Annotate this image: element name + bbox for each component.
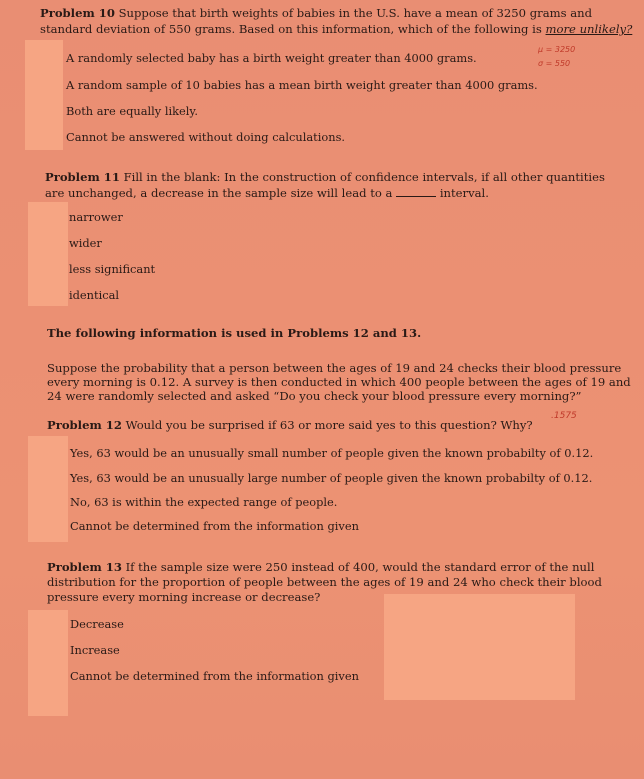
problem-13-line-3: pressure every morning increase or decrease?: [47, 590, 321, 604]
p12-option-c[interactable]: No, 63 is within the expected range of people.: [70, 495, 338, 509]
blank-line: [396, 186, 436, 197]
handwritten-note-p12: .1575: [551, 411, 577, 421]
problem-12-label: Problem 12: [47, 418, 122, 432]
p12-option-b[interactable]: Yes, 63 would be an unusually large number of people given the known probabilty of 0.12.: [70, 471, 593, 485]
problem-11-label: Problem 11: [45, 170, 120, 184]
problem-11-text-1: Fill in the blank: In the construction of confidence intervals, if all other quantities: [123, 170, 605, 184]
problem-10-label: Problem 10: [40, 6, 115, 20]
problem-13-label: Problem 13: [47, 560, 122, 574]
problem-10-line-2: [40, 22, 632, 36]
problem-11-text-2a: are unchanged, a decrease in the sample size will lead to a: [45, 186, 393, 200]
answer-redaction-p10: [25, 40, 63, 150]
problem-10-text-2: standard deviation of 550 grams. Based on this information, which of the following is: [40, 22, 542, 36]
answer-redaction-p13: [28, 610, 68, 716]
p13-option-b[interactable]: Increase: [70, 643, 120, 657]
p12-option-a[interactable]: Yes, 63 would be an unusually small number of people given the known probabilty of 0.12.: [70, 446, 594, 460]
info-heading: The following information is used in Problems 12 and 13.: [47, 326, 422, 340]
p13-option-a[interactable]: Decrease: [70, 617, 124, 631]
problem-11-line-2: [45, 186, 489, 200]
problem-10-underlined: more unlikely?: [545, 22, 633, 36]
p10-option-c[interactable]: Both are equally likely.: [66, 104, 198, 118]
info-line-3: 24 were randomly selected and asked “Do you check your blood pressure every morning?”: [47, 389, 582, 403]
p10-option-d[interactable]: Cannot be answered without doing calculations.: [66, 130, 346, 144]
problem-10-text-1: Suppose that birth weights of babies in the U.S. have a mean of 3250 grams and: [118, 6, 593, 20]
problem-13-line-2: distribution for the proportion of people between the ages of 19 and 24 who check their blood: [47, 575, 602, 589]
handwritten-note-mu: μ = 3250: [538, 45, 576, 54]
answer-redaction-p11: [28, 202, 68, 306]
work-redaction-p13: [384, 594, 575, 700]
problem-11-line-1: [45, 170, 605, 184]
problem-12-line: [47, 418, 533, 432]
p11-option-d[interactable]: identical: [69, 288, 120, 302]
p12-option-d[interactable]: Cannot be determined from the information given: [70, 519, 359, 533]
handwritten-note-sigma: σ = 550: [538, 59, 571, 68]
problem-11-text-2b: interval.: [439, 186, 489, 200]
problem-10-line-1: [40, 6, 592, 20]
p10-option-b[interactable]: A random sample of 10 babies has a mean birth weight greater than 4000 grams.: [66, 78, 538, 92]
p13-option-c[interactable]: Cannot be determined from the information given: [70, 669, 359, 683]
problem-13-line-1: [47, 560, 594, 574]
p10-option-a[interactable]: A randomly selected baby has a birth weight greater than 4000 grams.: [66, 51, 477, 65]
p11-option-c[interactable]: less significant: [69, 262, 156, 276]
info-line-1: Suppose the probability that a person between the ages of 19 and 24 checks their blood pressure: [47, 361, 622, 375]
problem-12-question: Would you be surprised if 63 or more said yes to this question? Why?: [125, 418, 533, 432]
p11-option-a[interactable]: narrower: [69, 210, 123, 224]
answer-redaction-p12: [28, 436, 68, 542]
problem-13-text-1: If the sample size were 250 instead of 400, would the standard error of the null: [125, 560, 595, 574]
p11-option-b[interactable]: wider: [69, 236, 102, 250]
info-line-2: every morning is 0.12. A survey is then conducted in which 400 people between the ages of 19 and: [47, 375, 631, 389]
